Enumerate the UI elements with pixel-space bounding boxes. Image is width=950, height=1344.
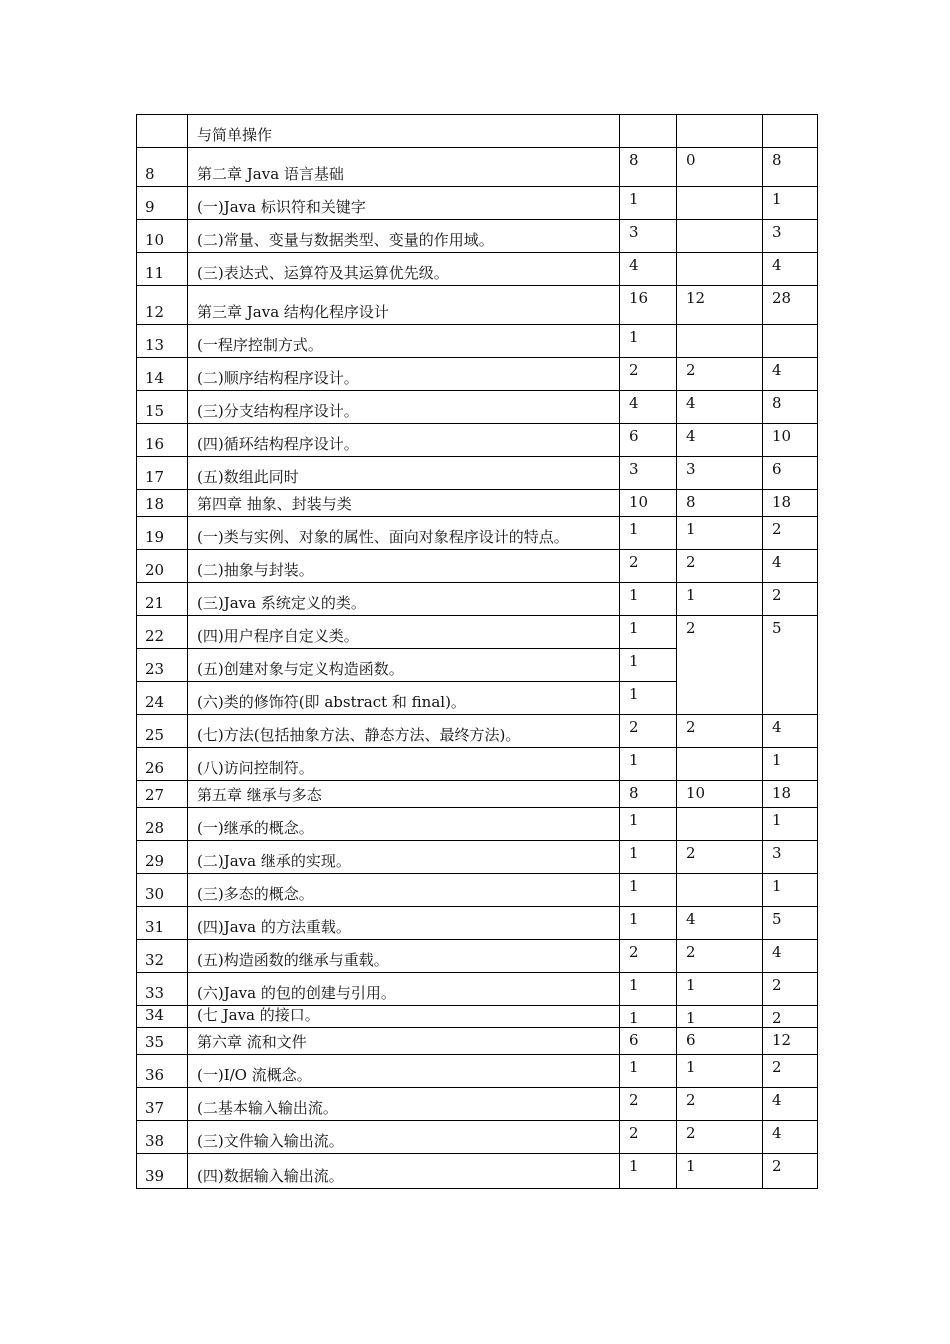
- hours-b: 10: [677, 781, 763, 808]
- table-row: [137, 325, 818, 358]
- row-title: (二)Java 继承的实现。: [188, 841, 620, 874]
- hours-total: 12: [763, 1028, 818, 1055]
- hours-b: 2: [677, 1121, 763, 1154]
- row-title: (三)表达式、运算符及其运算优先级。: [188, 253, 620, 286]
- row-title: (四)Java 的方法重载。: [188, 907, 620, 940]
- hours-total: 1: [763, 187, 818, 220]
- table-row: [137, 616, 818, 649]
- row-number: 25: [137, 715, 188, 748]
- hours-total: 8: [763, 148, 818, 187]
- table-row: [137, 907, 818, 940]
- table-row: [137, 253, 818, 286]
- hours-a: 2: [620, 715, 677, 748]
- row-number: 13: [137, 325, 188, 358]
- hours-b: 2: [677, 940, 763, 973]
- row-number: 17: [137, 457, 188, 490]
- row-number: 31: [137, 907, 188, 940]
- row-number: 39: [137, 1154, 188, 1189]
- row-title: 第六章 流和文件: [188, 1028, 620, 1055]
- row-title: (六)类的修饰符(即 abstract 和 final)。: [188, 682, 620, 715]
- row-title: (三)多态的概念。: [188, 874, 620, 907]
- row-number: 10: [137, 220, 188, 253]
- hours-a: 2: [620, 1088, 677, 1121]
- hours-a: 10: [620, 490, 677, 517]
- row-title: (一)类与实例、对象的属性、面向对象程序设计的特点。: [188, 517, 620, 550]
- row-title: (一)Java 标识符和关键字: [188, 187, 620, 220]
- table-row: [137, 391, 818, 424]
- row-number: 28: [137, 808, 188, 841]
- hours-b: 1: [677, 1055, 763, 1088]
- hours-total: 4: [763, 715, 818, 748]
- table-row: [137, 1154, 818, 1189]
- hours-total: 4: [763, 1121, 818, 1154]
- hours-b: 2: [677, 841, 763, 874]
- table-row: [137, 286, 818, 325]
- hours-a: 4: [620, 253, 677, 286]
- hours-a: 2: [620, 940, 677, 973]
- row-number: 12: [137, 286, 188, 325]
- row-number: 14: [137, 358, 188, 391]
- table-row: [137, 1121, 818, 1154]
- row-number: 30: [137, 874, 188, 907]
- hours-total: 2: [763, 973, 818, 1006]
- row-number: 33: [137, 973, 188, 1006]
- hours-total: 2: [763, 583, 818, 616]
- row-number: 27: [137, 781, 188, 808]
- row-number: 11: [137, 253, 188, 286]
- hours-a: 1: [620, 517, 677, 550]
- hours-a: 1: [620, 682, 677, 715]
- row-title: 第二章 Java 语言基础: [188, 148, 620, 187]
- hours-a: 1: [620, 1055, 677, 1088]
- hours-a: 1: [620, 187, 677, 220]
- row-number: 37: [137, 1088, 188, 1121]
- hours-b: 2: [677, 715, 763, 748]
- row-number: 34: [137, 1006, 188, 1028]
- hours-a: 1: [620, 616, 677, 649]
- table-row: [137, 1055, 818, 1088]
- row-number: 20: [137, 550, 188, 583]
- hours-a: 3: [620, 220, 677, 253]
- table-row: [137, 517, 818, 550]
- row-number: 8: [137, 148, 188, 187]
- row-title: (三)分支结构程序设计。: [188, 391, 620, 424]
- hours-a: 6: [620, 424, 677, 457]
- row-number: 19: [137, 517, 188, 550]
- row-number: 38: [137, 1121, 188, 1154]
- hours-b: 1: [677, 517, 763, 550]
- hours-total: 1: [763, 808, 818, 841]
- hours-total: 4: [763, 1088, 818, 1121]
- table-row: [137, 715, 818, 748]
- hours-a: 1: [620, 1006, 677, 1028]
- row-number: 15: [137, 391, 188, 424]
- table-row: [137, 550, 818, 583]
- table-row: [137, 1088, 818, 1121]
- row-title: (四)用户程序自定义类。: [188, 616, 620, 649]
- row-number: 21: [137, 583, 188, 616]
- hours-a: 8: [620, 781, 677, 808]
- row-title: (一)I/O 流概念。: [188, 1055, 620, 1088]
- hours-total: 2: [763, 1055, 818, 1088]
- row-number: 22: [137, 616, 188, 649]
- table-row: [137, 748, 818, 781]
- row-title: (五)构造函数的继承与重载。: [188, 940, 620, 973]
- hours-total: [763, 325, 818, 358]
- table-row: [137, 583, 818, 616]
- table-row: [137, 115, 818, 148]
- row-number: 18: [137, 490, 188, 517]
- hours-a: 1: [620, 583, 677, 616]
- hours-a: 3: [620, 457, 677, 490]
- hours-a: 1: [620, 649, 677, 682]
- table-row: [137, 1006, 818, 1028]
- row-title: (二基本输入输出流。: [188, 1088, 620, 1121]
- table-row: [137, 874, 818, 907]
- row-title: (二)顺序结构程序设计。: [188, 358, 620, 391]
- table-row: [137, 781, 818, 808]
- hours-b: [677, 115, 763, 148]
- hours-b: [677, 253, 763, 286]
- course-hours-table: [136, 114, 818, 1189]
- row-number: 23: [137, 649, 188, 682]
- hours-a: 1: [620, 907, 677, 940]
- row-title: (八)访问控制符。: [188, 748, 620, 781]
- hours-b: 1: [677, 1006, 763, 1028]
- hours-b: [677, 874, 763, 907]
- row-title: (七 Java 的接口。: [188, 1006, 620, 1028]
- hours-a: 1: [620, 1154, 677, 1189]
- hours-a: 4: [620, 391, 677, 424]
- row-title: (三)Java 系统定义的类。: [188, 583, 620, 616]
- table-row: [137, 187, 818, 220]
- hours-b: 4: [677, 424, 763, 457]
- hours-b: 1: [677, 583, 763, 616]
- hours-b: 2: [677, 1088, 763, 1121]
- hours-b: [677, 748, 763, 781]
- table-row: [137, 1028, 818, 1055]
- row-title: (一)继承的概念。: [188, 808, 620, 841]
- row-number: 9: [137, 187, 188, 220]
- hours-b: [677, 808, 763, 841]
- hours-total: 3: [763, 841, 818, 874]
- row-number: 32: [137, 940, 188, 973]
- table-row: [137, 808, 818, 841]
- row-number: 26: [137, 748, 188, 781]
- hours-a: 16: [620, 286, 677, 325]
- row-title: (三)文件输入输出流。: [188, 1121, 620, 1154]
- row-number: 35: [137, 1028, 188, 1055]
- hours-total: 2: [763, 1006, 818, 1028]
- hours-b: 2: [677, 616, 763, 715]
- hours-total: 2: [763, 517, 818, 550]
- hours-b: [677, 187, 763, 220]
- hours-total: 18: [763, 781, 818, 808]
- hours-b: 4: [677, 907, 763, 940]
- hours-b: 2: [677, 550, 763, 583]
- hours-total: 28: [763, 286, 818, 325]
- row-title: 第五章 继承与多态: [188, 781, 620, 808]
- hours-a: 1: [620, 325, 677, 358]
- hours-a: 1: [620, 808, 677, 841]
- table-row: [137, 940, 818, 973]
- row-title: (二)常量、变量与数据类型、变量的作用域。: [188, 220, 620, 253]
- hours-total: 5: [763, 616, 818, 715]
- table-row: [137, 841, 818, 874]
- hours-b: 1: [677, 973, 763, 1006]
- row-title: (五)数组此同时: [188, 457, 620, 490]
- hours-total: 2: [763, 1154, 818, 1189]
- hours-a: 8: [620, 148, 677, 187]
- hours-b: 2: [677, 358, 763, 391]
- hours-a: 1: [620, 874, 677, 907]
- hours-a: 1: [620, 748, 677, 781]
- hours-a: 1: [620, 973, 677, 1006]
- hours-b: 4: [677, 391, 763, 424]
- table-row: [137, 424, 818, 457]
- table-row: [137, 490, 818, 517]
- hours-total: 4: [763, 940, 818, 973]
- row-title: 第四章 抽象、封装与类: [188, 490, 620, 517]
- hours-total: 6: [763, 457, 818, 490]
- hours-a: 1: [620, 841, 677, 874]
- row-title: (七)方法(包括抽象方法、静态方法、最终方法)。: [188, 715, 620, 748]
- hours-a: 6: [620, 1028, 677, 1055]
- hours-b: 3: [677, 457, 763, 490]
- row-number: 24: [137, 682, 188, 715]
- table-row: [137, 973, 818, 1006]
- table-row: [137, 148, 818, 187]
- hours-total: 5: [763, 907, 818, 940]
- row-title: (二)抽象与封装。: [188, 550, 620, 583]
- hours-total: 1: [763, 748, 818, 781]
- hours-b: 8: [677, 490, 763, 517]
- row-title: (六)Java 的包的创建与引用。: [188, 973, 620, 1006]
- hours-total: 8: [763, 391, 818, 424]
- row-title: (五)创建对象与定义构造函数。: [188, 649, 620, 682]
- row-number: 29: [137, 841, 188, 874]
- hours-total: 18: [763, 490, 818, 517]
- hours-total: 3: [763, 220, 818, 253]
- row-number: 16: [137, 424, 188, 457]
- hours-b: [677, 325, 763, 358]
- hours-b: 0: [677, 148, 763, 187]
- row-title: 第三章 Java 结构化程序设计: [188, 286, 620, 325]
- hours-total: 1: [763, 874, 818, 907]
- table-row: [137, 358, 818, 391]
- row-title: (四)循环结构程序设计。: [188, 424, 620, 457]
- hours-a: [620, 115, 677, 148]
- hours-b: 6: [677, 1028, 763, 1055]
- hours-b: 1: [677, 1154, 763, 1189]
- hours-total: 10: [763, 424, 818, 457]
- hours-b: [677, 220, 763, 253]
- table-row: [137, 457, 818, 490]
- row-title: 与简单操作: [188, 115, 620, 148]
- hours-total: 4: [763, 550, 818, 583]
- hours-a: 2: [620, 550, 677, 583]
- row-title: (一程序控制方式。: [188, 325, 620, 358]
- hours-b: 12: [677, 286, 763, 325]
- hours-total: 4: [763, 253, 818, 286]
- row-number: [137, 115, 188, 148]
- hours-total: [763, 115, 818, 148]
- row-title: (四)数据输入输出流。: [188, 1154, 620, 1189]
- row-number: 36: [137, 1055, 188, 1088]
- hours-a: 2: [620, 1121, 677, 1154]
- table-row: [137, 220, 818, 253]
- hours-total: 4: [763, 358, 818, 391]
- hours-a: 2: [620, 358, 677, 391]
